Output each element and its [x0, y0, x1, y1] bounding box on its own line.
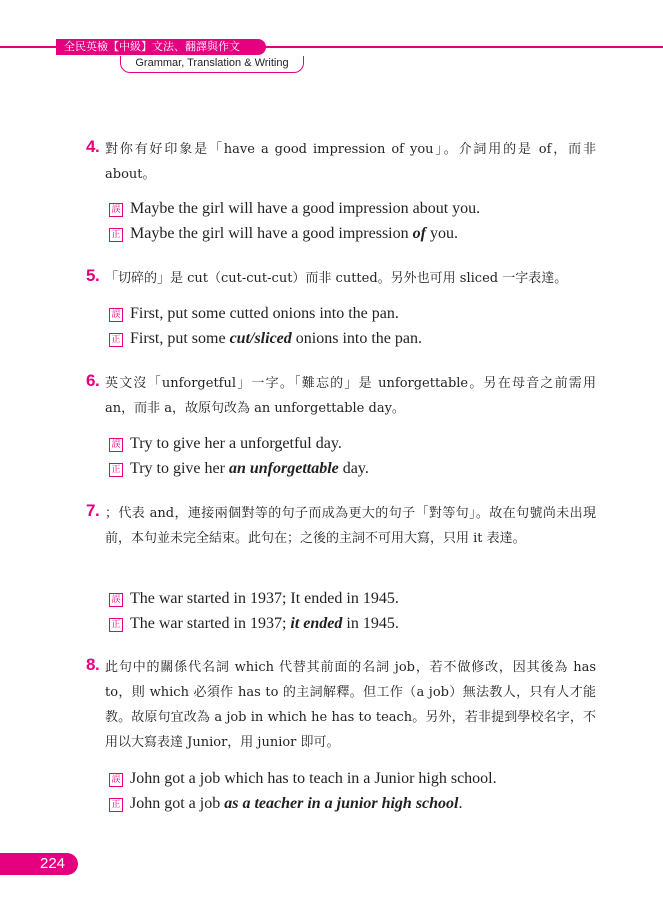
correct-sentence-start: Try to give her — [130, 460, 229, 477]
correct-emphasis: of — [412, 225, 426, 242]
item-explanation: 英文沒「unforgetful」一字。「難忘的」是 unforgettable。另在母音之前需用 an，而非 a，故原句改為 an unforgettable day。 — [105, 376, 596, 416]
wrong-icon: 誤 — [109, 593, 123, 607]
wrong-example — [109, 434, 342, 454]
item-explanation: 此句中的關係代名詞 which 代替其前面的名詞 job，若不做修改，因其後為 has to，則 which 必須作 has to 的主詞解釋。但工作（a job）無法教人，只有人才能教。故原句宜改為 a job in which he has to teach。另外，若非提到學校名字，不用以大寫表達 Junior，用 junior 即可。 — [105, 660, 596, 750]
correct-sentence-end: you. — [425, 225, 458, 242]
correct-sentence-start: John got a job — [130, 795, 225, 812]
correct-icon: 正 — [109, 228, 123, 242]
correct-emphasis: an unforgettable — [228, 460, 339, 477]
item-number: 8. — [86, 655, 100, 674]
correct-icon: 正 — [109, 798, 123, 812]
correct-icon: 正 — [109, 333, 123, 347]
wrong-icon: 誤 — [109, 438, 123, 452]
correct-example — [109, 459, 369, 479]
item-7 — [86, 501, 596, 551]
wrong-sentence: Try to give her a unforgetful day. — [130, 435, 342, 452]
item-6 — [86, 371, 596, 421]
correct-example — [109, 614, 399, 634]
wrong-example — [109, 769, 497, 789]
correct-emphasis: it ended — [290, 615, 343, 632]
item-explanation: 「切碎的」是 cut（cut-cut-cut）而非 cutted。另外也可用 sliced 一字表達。 — [105, 271, 568, 286]
wrong-sentence: The war started in 1937; It ended in 1945. — [130, 590, 399, 607]
correct-sentence-end: day. — [338, 460, 369, 477]
correct-example — [109, 329, 422, 349]
book-title: 全民英檢【中級】文法、翻譯與作文 — [56, 39, 266, 55]
wrong-icon: 誤 — [109, 773, 123, 787]
wrong-example — [109, 589, 399, 609]
correct-icon: 正 — [109, 618, 123, 632]
item-number: 6. — [86, 371, 100, 390]
wrong-example — [109, 304, 399, 324]
book-subtitle: Grammar, Translation & Writing — [120, 56, 304, 73]
correct-emphasis: as a teacher in a junior high school — [224, 795, 459, 812]
correct-example — [109, 794, 463, 814]
correct-sentence-end: in 1945. — [342, 615, 399, 632]
wrong-example — [109, 199, 480, 219]
correct-sentence-end: . — [458, 795, 463, 812]
wrong-sentence: John got a job which has to teach in a Junior high school. — [130, 770, 497, 787]
correct-sentence-start: The war started in 1937; — [130, 615, 291, 632]
correct-example — [109, 224, 458, 244]
item-5 — [86, 266, 596, 291]
correct-sentence-start: Maybe the girl will have a good impression — [130, 225, 413, 242]
item-number: 7. — [86, 501, 100, 520]
item-number: 5. — [86, 266, 100, 285]
correct-sentence-start: First, put some — [130, 330, 230, 347]
item-8 — [86, 655, 596, 755]
wrong-sentence: First, put some cutted onions into the pan. — [130, 305, 399, 322]
wrong-icon: 誤 — [109, 203, 123, 217]
wrong-icon: 誤 — [109, 308, 123, 322]
correct-emphasis: cut/sliced — [229, 330, 292, 347]
page-number: 224 — [0, 853, 78, 875]
item-number: 4. — [86, 137, 100, 156]
correct-sentence-end: onions into the pan. — [291, 330, 422, 347]
item-explanation: ；代表 and，連接兩個對等的句子而成為更大的句子「對等句」。故在句號尚未出現前，本句並未完全結束。此句在；之後的主詞不可用大寫，只用 it 表達。 — [105, 506, 596, 546]
item-4 — [86, 137, 596, 187]
correct-icon: 正 — [109, 463, 123, 477]
wrong-sentence: Maybe the girl will have a good impression about you. — [130, 200, 481, 217]
item-explanation: 對你有好印象是「have a good impression of you」。介詞用的是 of，而非 about。 — [105, 142, 596, 182]
